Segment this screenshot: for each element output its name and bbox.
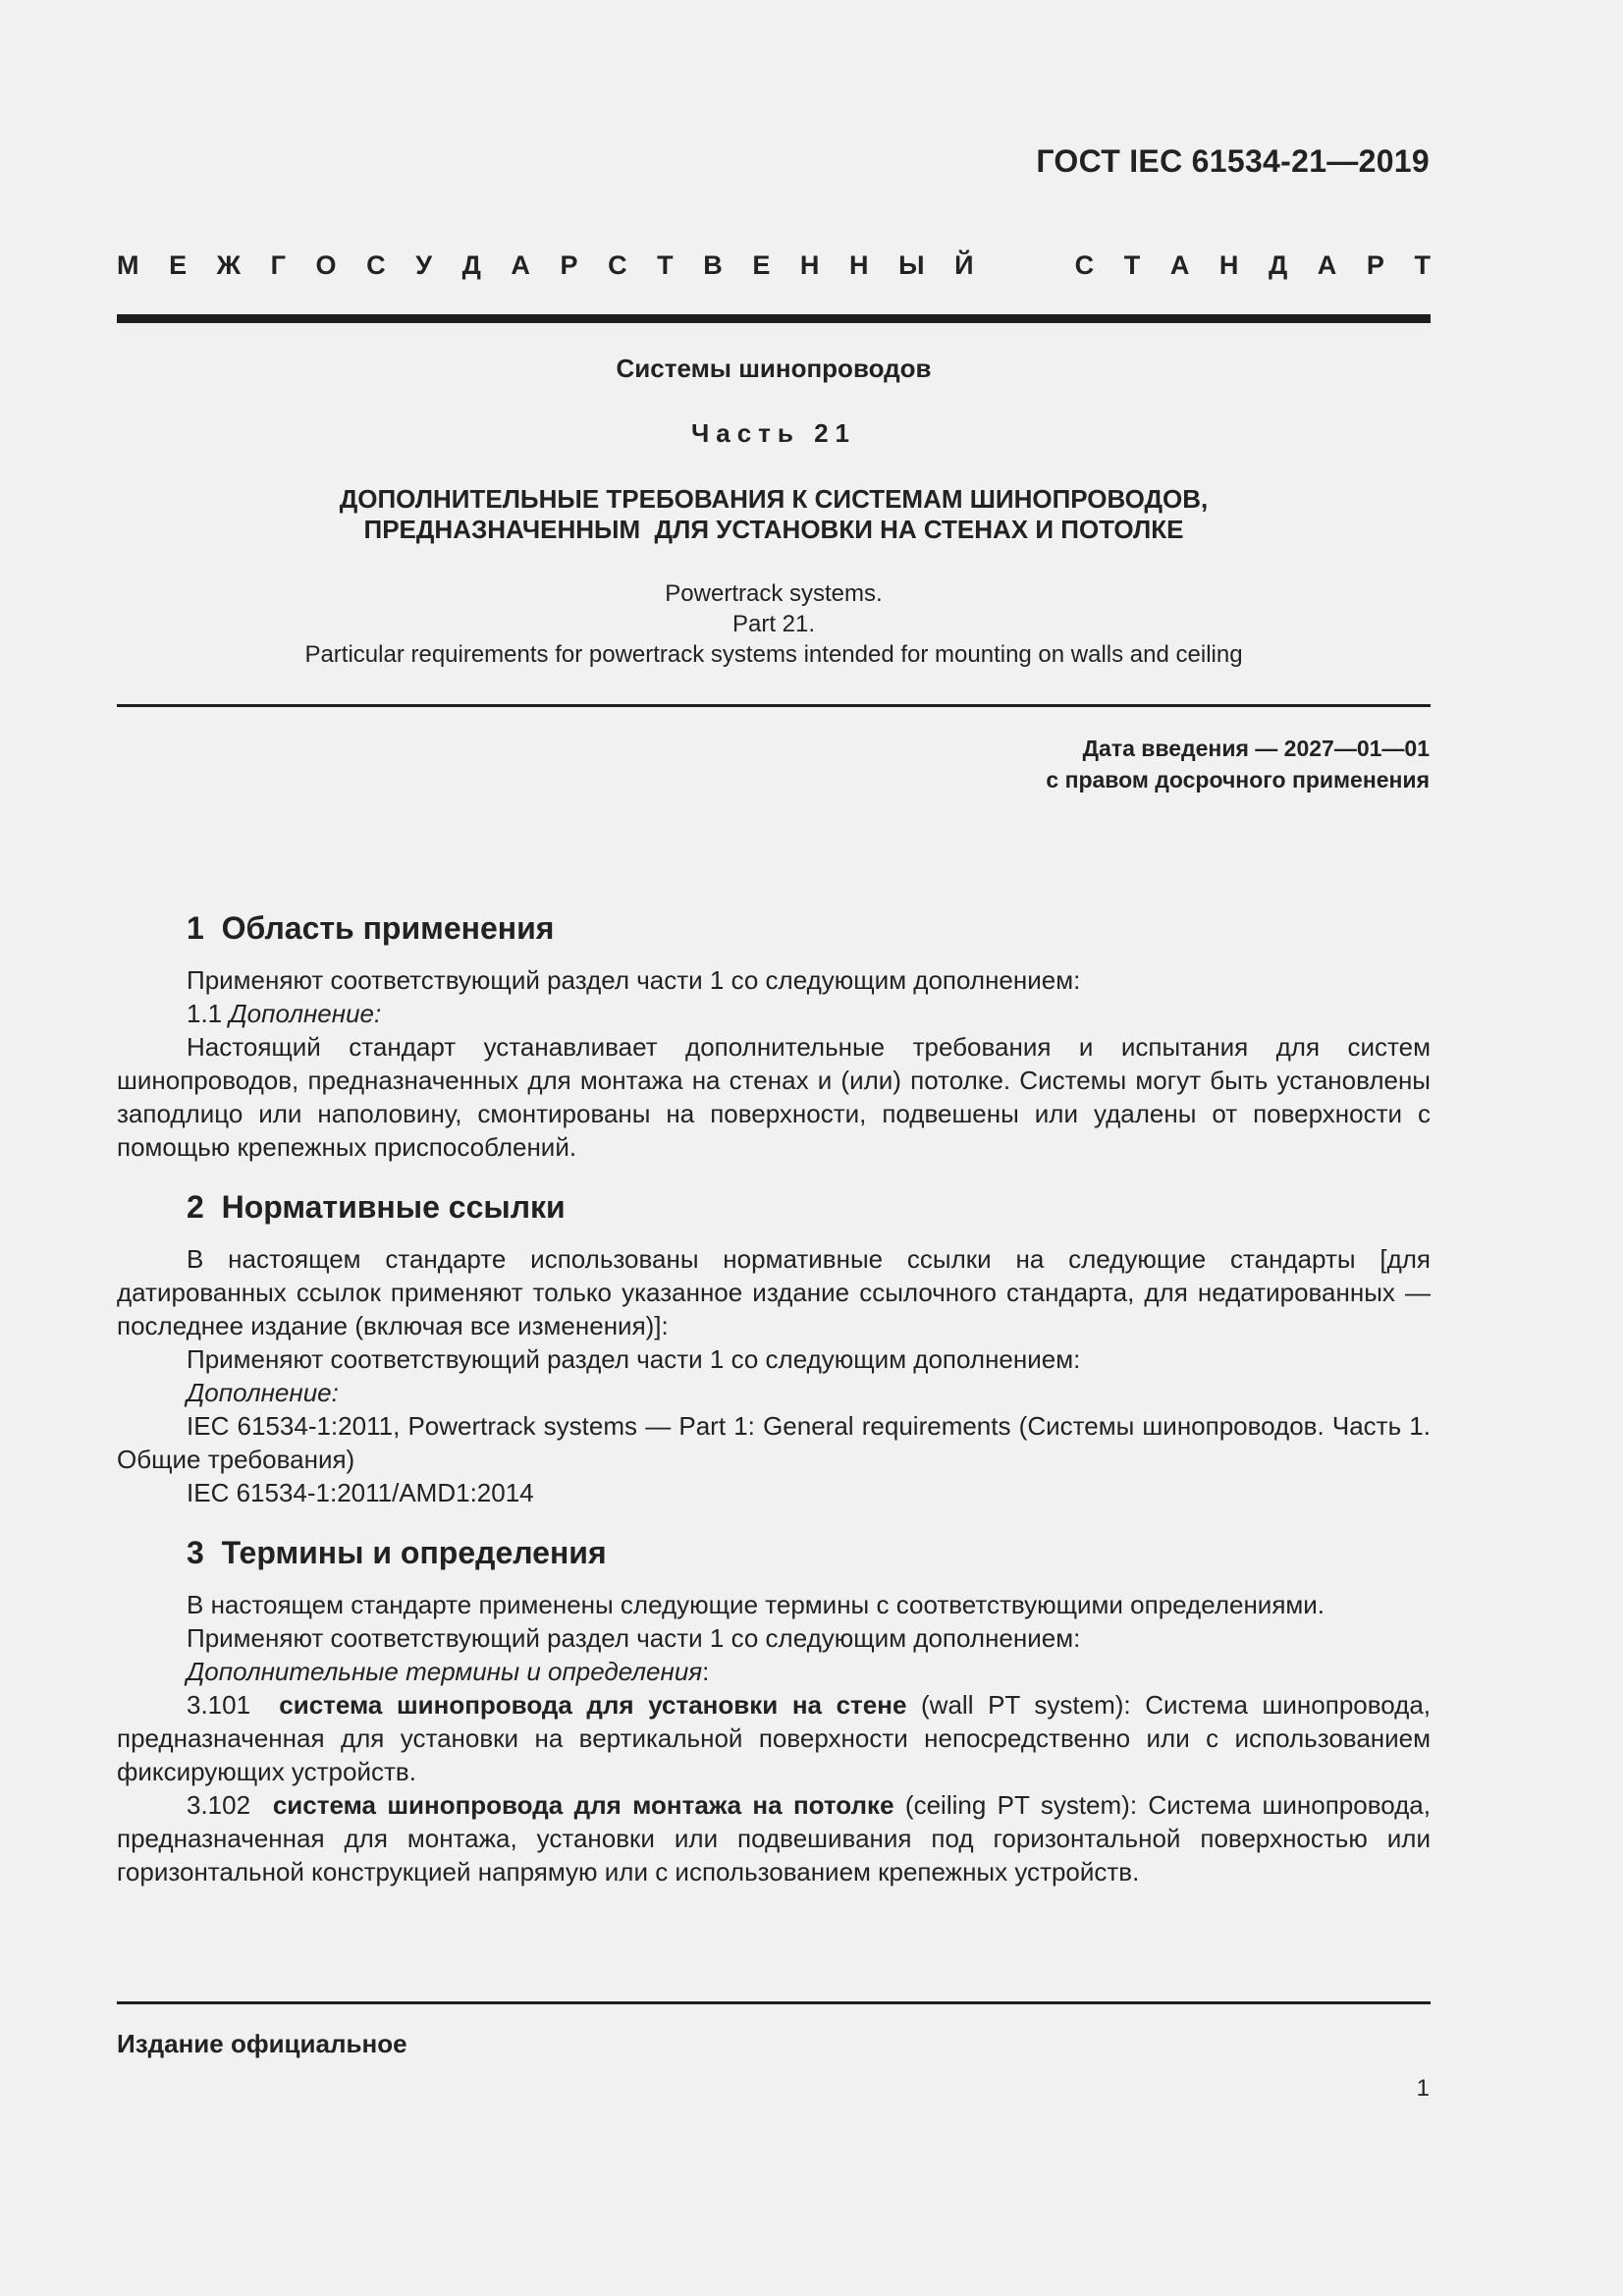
term-3-102-definition: (ceiling PT system): Система шинопровода, предназначенная для монтажа, установки или подвешивания под горизонтальной поверхностью или горизонтальной конструкцией напрямую или с использованием крепежных устройств. — [117, 1790, 1431, 1886]
introduction-date: Дата введения — 2027—01—01 — [1082, 736, 1430, 761]
term-3-101-definition: (wall PT system): Система шинопровода, предназначенная для установки на вертикальной поверхности непосредственно или с использованием фиксирующих устройств. — [117, 1690, 1432, 1786]
section-2-heading: 2 Нормативные ссылки — [187, 1189, 566, 1225]
term-3-102 — [117, 1788, 1431, 1888]
section-1-heading: 1 Область применения — [187, 910, 555, 946]
section-1-scope-text: Настоящий стандарт устанавливает дополнительные требования и испытания для систем шинопроводов, предназначенных для монтажа на стенах и (или) потолке. Системы могут быть установлены заподлицо или наполовину, смонтированы на поверхности, подвешены или удалены от поверхности с помощью крепежных приспособлений. — [117, 1032, 1431, 1162]
banner-letter: Т — [1123, 250, 1141, 280]
header-thick-rule — [117, 314, 1431, 323]
additional-terms-label: Дополнительные термины и определения — [187, 1657, 703, 1686]
banner-letter: Т — [657, 250, 674, 280]
section-2-paragraph-2: Применяют соответствующий раздел части 1 со следующим дополнением: — [187, 1344, 1081, 1374]
english-title-line-2: Part 21. — [731, 611, 816, 637]
term-3-101-term: система шинопровода для установки на стене — [279, 1690, 907, 1720]
banner-letter: У — [415, 250, 433, 280]
banner-word-gap — [1003, 250, 1045, 281]
banner-letter: В — [703, 250, 723, 280]
additional-terms-colon: : — [702, 1657, 710, 1686]
banner-letter: Й — [954, 250, 974, 280]
banner-letter: Р — [560, 250, 578, 280]
footer-rule — [117, 2001, 1431, 2004]
banner-letter: С — [366, 250, 386, 280]
introduction-date-block — [1046, 733, 1430, 795]
banner-letter: Е — [169, 250, 188, 280]
term-3-102-number: 3.102 — [187, 1790, 273, 1820]
main-title-line-2: ПРЕДНАЗНАЧЕННЫМ ДЛЯ УСТАНОВКИ НА СТЕНАХ И ПОТОЛКЕ — [363, 515, 1184, 544]
banner-letter: Н — [799, 250, 820, 280]
section-2-reference-1: IEC 61534-1:2011, Powertrack systems — Part 1: General requirements (Системы шинопроводов. Часть 1. Общие требования) — [117, 1411, 1431, 1474]
banner-letter: О — [315, 250, 337, 280]
banner-letter: Д — [461, 250, 481, 280]
term-3-102-term: система шинопровода для монтажа на потолке — [272, 1790, 894, 1820]
main-title-line-1: ДОПОЛНИТЕЛЬНЫЕ ТРЕБОВАНИЯ К СИСТЕМАМ ШИНОПРОВОДОВ, — [339, 484, 1209, 514]
section-2-reference-2: IEC 61534-1:2011/AMD1:2014 — [187, 1478, 534, 1507]
document-body — [117, 908, 1431, 1888]
interstate-standard-banner — [117, 250, 1431, 281]
banner-letter: С — [608, 250, 627, 280]
main-title — [117, 484, 1431, 545]
banner-letter: М — [117, 250, 139, 280]
banner-letter: Ы — [898, 250, 925, 280]
page-number: 1 — [1416, 2075, 1430, 2102]
banner-letter: Р — [1366, 250, 1384, 280]
banner-letter: С — [1074, 250, 1095, 280]
clause-addition-label: Дополнение: — [229, 999, 382, 1028]
document-code: ГОСТ IEC 61534-21—2019 — [1036, 143, 1430, 179]
banner-letter: Г — [270, 250, 286, 280]
section-3-heading: 3 Термины и определения — [187, 1535, 607, 1570]
part-title: Часть 21 — [690, 418, 857, 448]
section-3-paragraph-1: В настоящем стандарте применены следующие термины с соответствующими определениями. — [187, 1590, 1325, 1619]
banner-letter: Н — [1218, 250, 1239, 280]
banner-letter: А — [1169, 250, 1190, 280]
english-title-line-3: Particular requirements for powertrack systems intended for mounting on walls and ceiling — [304, 641, 1243, 668]
banner-letter: Ж — [216, 250, 242, 280]
clause-number: 1.1 — [187, 999, 230, 1028]
banner-letter: Е — [752, 250, 771, 280]
series-title: Системы шинопроводов — [616, 354, 932, 383]
banner-letter: Д — [1268, 250, 1288, 280]
section-3-paragraph-2: Применяют соответствующий раздел части 1 со следующим дополнением: — [187, 1623, 1081, 1653]
english-title-line-1: Powertrack systems. — [665, 580, 883, 607]
banner-letter: Т — [1414, 250, 1431, 280]
official-edition-label: Издание официальное — [117, 2029, 407, 2058]
section-1-clause — [117, 997, 1431, 1030]
banner-letter: Н — [849, 250, 869, 280]
section-2-addition-label: Дополнение: — [187, 1378, 339, 1407]
english-title — [117, 578, 1431, 670]
section-2-paragraph-1: В настоящем стандарте использованы нормативные ссылки на следующие стандарты [для датированных ссылок применяют только указанное издание ссылочного стандарта, для недатированных — последнее издание (включая все изменения)]: — [117, 1244, 1431, 1340]
banner-letter: А — [511, 250, 530, 280]
section-1-paragraph: Применяют соответствующий раздел части 1 со следующим дополнением: — [187, 965, 1081, 995]
term-3-101 — [117, 1688, 1431, 1788]
title-bottom-rule — [117, 704, 1431, 707]
early-application-note: с правом досрочного применения — [1046, 767, 1430, 793]
term-3-101-number: 3.101 — [187, 1690, 280, 1720]
section-3-additional-terms — [117, 1655, 1431, 1688]
banner-letter: А — [1317, 250, 1337, 280]
